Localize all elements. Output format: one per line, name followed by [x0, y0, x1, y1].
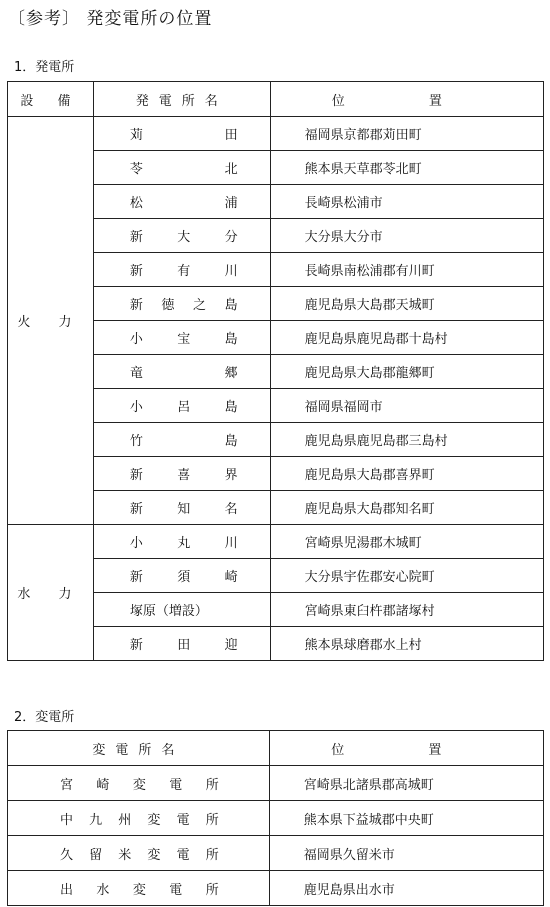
- substation-name-cell: 中 九 州 変 電 所: [8, 801, 270, 836]
- header-equipment: 設 備: [8, 82, 94, 117]
- substation-name-cell: 出 水 変 電 所: [8, 871, 270, 906]
- plant-name-cell: 苓 北: [93, 151, 270, 185]
- plant-name-cell: 小 呂 島: [93, 389, 270, 423]
- substation-location-cell: 熊本県下益城郡中央町: [269, 801, 543, 836]
- plant-name-cell: 竹 島: [93, 423, 270, 457]
- substation-location-cell: 鹿児島県出水市: [269, 871, 543, 906]
- table-row: [8, 525, 544, 559]
- plant-location-cell: 福岡県京都郡苅田町: [270, 117, 543, 151]
- header-substation-name: 変電所名: [8, 731, 270, 766]
- plant-location-cell: 鹿児島県大島郡天城町: [270, 287, 543, 321]
- plant-location-cell: 鹿児島県鹿児島郡三島村: [270, 423, 543, 457]
- plant-name-cell: 新 田 迎: [93, 627, 270, 661]
- substation-table-body: [8, 766, 544, 906]
- table-row: [8, 801, 544, 836]
- plant-name-cell: 新 知 名: [93, 491, 270, 525]
- section2-heading: 2．変電所: [14, 710, 75, 725]
- substation-location-cell: 福岡県久留米市: [269, 836, 543, 871]
- plant-location-cell: 鹿児島県大島郡喜界町: [270, 457, 543, 491]
- table-header-row: [8, 82, 544, 117]
- plant-location-cell: 宮崎県東臼杵郡諸塚村: [270, 593, 543, 627]
- header-plant-name: 発電所名: [93, 82, 270, 117]
- table-header-row: [8, 731, 544, 766]
- plant-location-cell: 大分県大分市: [270, 219, 543, 253]
- power-plant-table: [7, 81, 544, 661]
- table-row: [8, 836, 544, 871]
- page-title: 〔参考〕 発変電所の位置: [8, 9, 213, 29]
- plant-location-cell: 熊本県球磨郡水上村: [270, 627, 543, 661]
- plant-name-cell: 塚原（増設）: [93, 593, 270, 627]
- substation-name-cell: 久 留 米 変 電 所: [8, 836, 270, 871]
- category-cell: 火 力: [8, 117, 94, 525]
- plant-location-cell: 福岡県福岡市: [270, 389, 543, 423]
- plant-location-cell: 鹿児島県大島郡龍郷町: [270, 355, 543, 389]
- plant-location-cell: 大分県宇佐郡安心院町: [270, 559, 543, 593]
- substation-name-cell: 宮 崎 変 電 所: [8, 766, 270, 801]
- table-row: [8, 117, 544, 151]
- plant-name-cell: 新 須 崎: [93, 559, 270, 593]
- table-row: [8, 766, 544, 801]
- header-location: 位 置: [269, 731, 543, 766]
- plant-location-cell: 鹿児島県鹿児島郡十島村: [270, 321, 543, 355]
- plant-name-cell: 小 丸 川: [93, 525, 270, 559]
- plant-name-cell: 苅 田: [93, 117, 270, 151]
- section1-heading: 1．発電所: [14, 60, 75, 75]
- category-cell: 水 力: [8, 525, 94, 661]
- plant-name-cell: 松 浦: [93, 185, 270, 219]
- plant-name-cell: 小 宝 島: [93, 321, 270, 355]
- plant-name-cell: 竜 郷: [93, 355, 270, 389]
- plant-location-cell: 宮崎県児湯郡木城町: [270, 525, 543, 559]
- plant-location-cell: 長崎県松浦市: [270, 185, 543, 219]
- plant-location-cell: 長崎県南松浦郡有川町: [270, 253, 543, 287]
- substation-table: [7, 730, 544, 906]
- plant-location-cell: 熊本県天草郡苓北町: [270, 151, 543, 185]
- power-plant-table-body: [8, 117, 544, 661]
- plant-location-cell: 鹿児島県大島郡知名町: [270, 491, 543, 525]
- plant-name-cell: 新 徳 之 島: [93, 287, 270, 321]
- table-row: [8, 871, 544, 906]
- plant-name-cell: 新 喜 界: [93, 457, 270, 491]
- header-location: 位 置: [270, 82, 543, 117]
- substation-location-cell: 宮崎県北諸県郡高城町: [269, 766, 543, 801]
- plant-name-cell: 新 大 分: [93, 219, 270, 253]
- plant-name-cell: 新 有 川: [93, 253, 270, 287]
